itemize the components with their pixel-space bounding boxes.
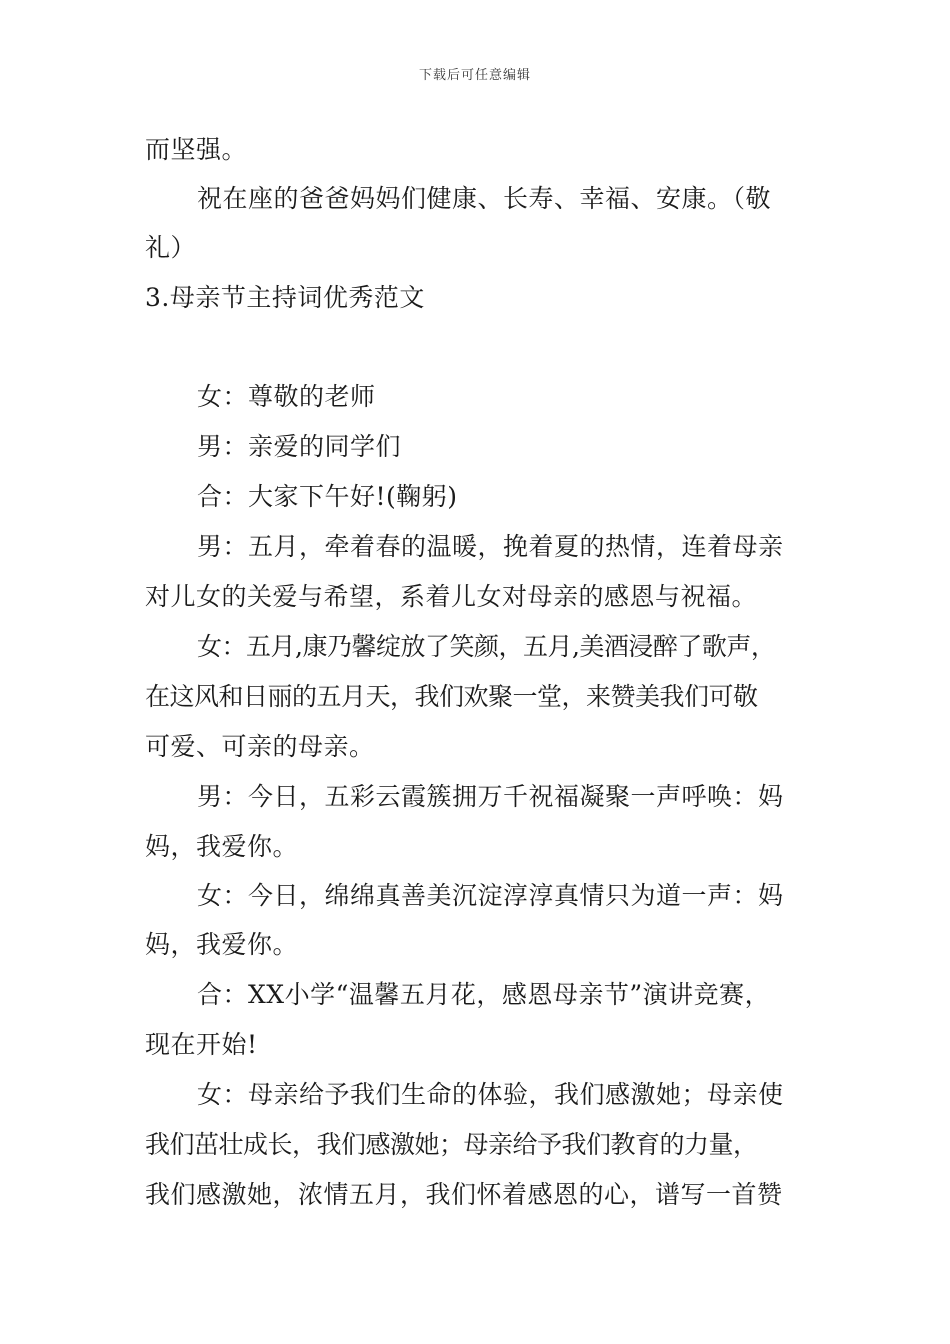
- text-line: 而坚强。: [145, 135, 248, 164]
- text-line: 女：今日，绵绵真善美沉淀淳淳真情只为道一声：妈: [197, 881, 784, 910]
- section-heading: 3.母亲节主持词优秀范文: [145, 283, 425, 312]
- text-line: 现在开始!: [145, 1030, 258, 1059]
- text-line: 我们茁壮成长，我们感激她；母亲给予我们教育的力量，: [145, 1130, 758, 1159]
- text-line: 男：亲爱的同学们: [197, 432, 402, 461]
- text-line: 妈，我爱你。: [145, 930, 299, 959]
- text-line: 合：XX小学“温馨五月花，感恩母亲节”演讲竞赛，: [197, 980, 771, 1009]
- text-line: 男：五月，牵着春的温暖，挽着夏的热情，连着母亲: [197, 532, 784, 561]
- text-line: 对儿女的关爱与希望，系着儿女对母亲的感恩与祝福。: [145, 582, 758, 611]
- text-line: 礼）: [145, 233, 197, 262]
- text-line: 男：今日，五彩云霞簇拥万千祝福凝聚一声呼唤：妈: [197, 782, 784, 811]
- text-line: 妈，我爱你。: [145, 832, 299, 861]
- text-line: 在这风和日丽的五月天，我们欢聚一堂，来赞美我们可敬: [145, 682, 758, 711]
- text-line: 我们感激她，浓情五月，我们怀着感恩的心，谱写一首赞: [145, 1180, 783, 1209]
- text-line: 可爱、可亲的母亲。: [145, 732, 375, 761]
- text-line: 女：尊敬的老师: [197, 382, 376, 411]
- text-line: 女：五月,康乃馨绽放了笑颜，五月,美酒浸醉了歌声，: [197, 632, 776, 661]
- text-line: 女：母亲给予我们生命的体验，我们感激她；母亲使: [197, 1080, 784, 1109]
- page-header: 下载后可任意编辑: [418, 68, 531, 83]
- text-line: 祝在座的爸爸妈妈们健康、长寿、幸福、安康。（敬: [197, 184, 772, 213]
- text-line: 合：大家下午好!(鞠躬): [197, 482, 458, 511]
